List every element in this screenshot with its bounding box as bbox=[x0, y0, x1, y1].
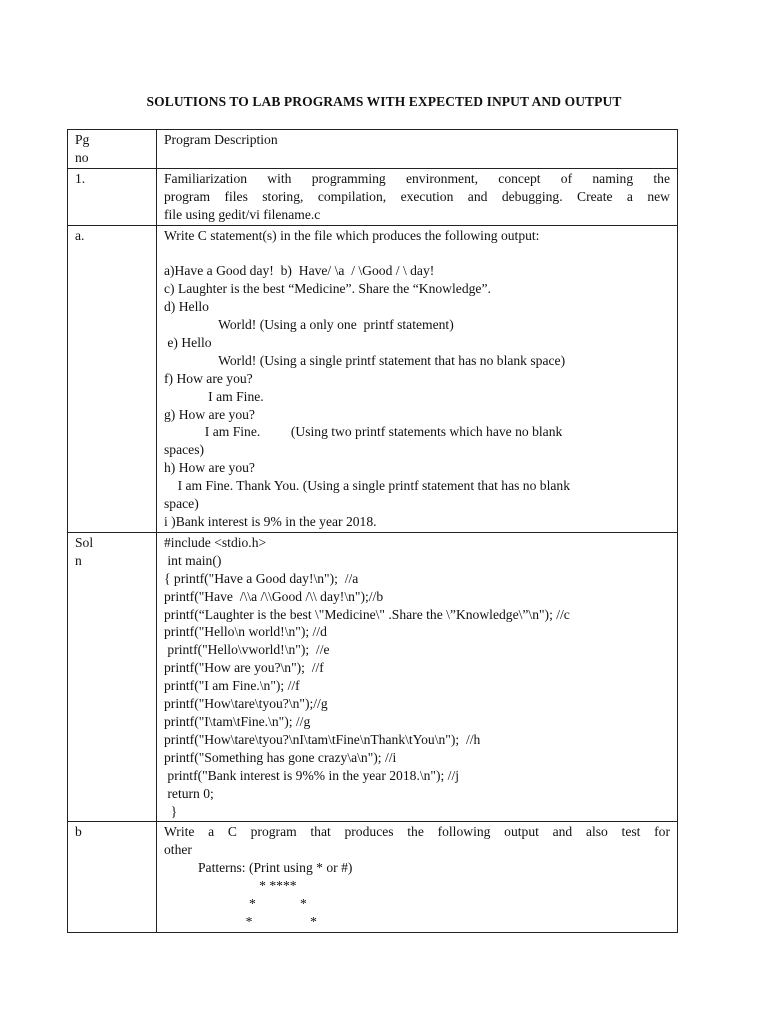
table-row-1 bbox=[68, 168, 678, 225]
code-line: printf("Something has gone crazy\a\n"); //i bbox=[164, 749, 397, 765]
row-a-line: c) Laughter is the best “Medicine”. Share the “Knowledge”. bbox=[164, 281, 491, 297]
row-b-desc-line: Write a C program that produces the following output and also test for bbox=[164, 824, 670, 840]
code-line: { printf("Have a Good day!\n"); //a bbox=[164, 570, 359, 586]
pattern-line: Patterns: (Print using * or #) bbox=[164, 860, 353, 876]
row-a-line: spaces) bbox=[164, 442, 205, 458]
row-b-number-text: b bbox=[75, 824, 82, 840]
row-1-number-text: 1. bbox=[75, 170, 86, 186]
code-line: printf("Hello\n world!\n"); //d bbox=[164, 624, 327, 640]
pattern-line: * * bbox=[164, 913, 317, 929]
row-a-line: d) Hello bbox=[164, 299, 209, 315]
code-line: printf("How are you?\n"); //f bbox=[164, 660, 324, 676]
row-a-line: Write C statement(s) in the file which produces the following output: bbox=[164, 227, 540, 243]
code-line: #include <stdio.h> bbox=[164, 534, 267, 550]
code-line: printf("Have /\\a /\\Good /\\ day!\n");//b bbox=[164, 588, 384, 604]
header-program-description bbox=[157, 130, 678, 169]
table-row-b bbox=[68, 822, 678, 932]
row-b-description bbox=[157, 822, 678, 932]
code-line: } bbox=[164, 803, 178, 819]
row-a-line: World! (Using a only one printf statement) bbox=[164, 317, 454, 333]
header-pg-no bbox=[68, 130, 157, 169]
code-line: int main() bbox=[164, 552, 222, 568]
code-line: printf("I am Fine.\n"); //f bbox=[164, 678, 300, 694]
row-a-number bbox=[68, 225, 157, 532]
pattern-line: * **** bbox=[164, 878, 297, 894]
table-row-a bbox=[68, 225, 678, 532]
row-1-desc-line: program files storing, compilation, execution and debugging. Create a new bbox=[164, 188, 670, 204]
row-solution-label bbox=[68, 532, 157, 822]
row-a-line: a)Have a Good day! b) Have/ \a / \Good / \ day! bbox=[164, 263, 435, 279]
row-solution-label-line: n bbox=[75, 552, 82, 568]
row-a-line: e) Hello bbox=[164, 334, 212, 350]
code-line: return 0; bbox=[164, 785, 214, 801]
row-a-line: g) How are you? bbox=[164, 406, 255, 422]
row-a-line: I am Fine. Thank You. (Using a single printf statement that has no blank bbox=[164, 478, 570, 494]
code-line: printf("How\tare\tyou?\nI\tam\tFine\nThank\tYou\n"); //h bbox=[164, 731, 481, 747]
row-a-line: space) bbox=[164, 496, 199, 512]
row-1-desc-line: Familiarization with programming environment, concept of naming the bbox=[164, 170, 670, 186]
row-a-line-blank bbox=[164, 244, 670, 262]
row-a-line: f) How are you? bbox=[164, 370, 253, 386]
header-pg-label: Pg bbox=[75, 132, 90, 147]
row-a-description bbox=[157, 225, 678, 532]
code-line: printf("Hello\vworld!\n"); //e bbox=[164, 642, 330, 658]
row-1-description bbox=[157, 168, 678, 225]
row-1-number bbox=[68, 168, 157, 225]
code-line: printf("Bank interest is 9%% in the year 2018.\n"); //j bbox=[164, 767, 459, 783]
row-a-number-text: a. bbox=[75, 227, 85, 243]
row-a-line: World! (Using a single printf statement that has no blank space) bbox=[164, 352, 566, 368]
row-a-line: I am Fine. bbox=[164, 388, 264, 404]
table-header-row bbox=[68, 130, 678, 169]
table-row-solution bbox=[68, 532, 678, 822]
row-b-number bbox=[68, 822, 157, 932]
lab-programs-table bbox=[67, 129, 678, 933]
row-a-line: i )Bank interest is 9% in the year 2018. bbox=[164, 514, 377, 530]
row-1-desc-line: file using gedit/vi filename.c bbox=[164, 206, 321, 222]
header-description-label: Program Description bbox=[164, 132, 278, 147]
row-b-desc-line: other bbox=[164, 842, 192, 858]
row-solution-code bbox=[157, 532, 678, 822]
row-solution-label-line: Sol bbox=[75, 534, 94, 550]
pattern-line: * * bbox=[164, 896, 307, 912]
code-line: printf("I\tam\tFine.\n"); //g bbox=[164, 713, 311, 729]
code-line: printf("How\tare\tyou?\n");//g bbox=[164, 696, 328, 712]
row-a-line: h) How are you? bbox=[164, 460, 255, 476]
row-a-line: I am Fine. (Using two printf statements which have no blank bbox=[164, 424, 563, 440]
code-line: printf(“Laughter is the best \"Medicine\" .Share the \”Knowledge\”\n"); //c bbox=[164, 606, 570, 622]
header-no-label: no bbox=[75, 149, 89, 165]
page-title: SOLUTIONS TO LAB PROGRAMS WITH EXPECTED INPUT AND OUTPUT bbox=[146, 94, 622, 109]
